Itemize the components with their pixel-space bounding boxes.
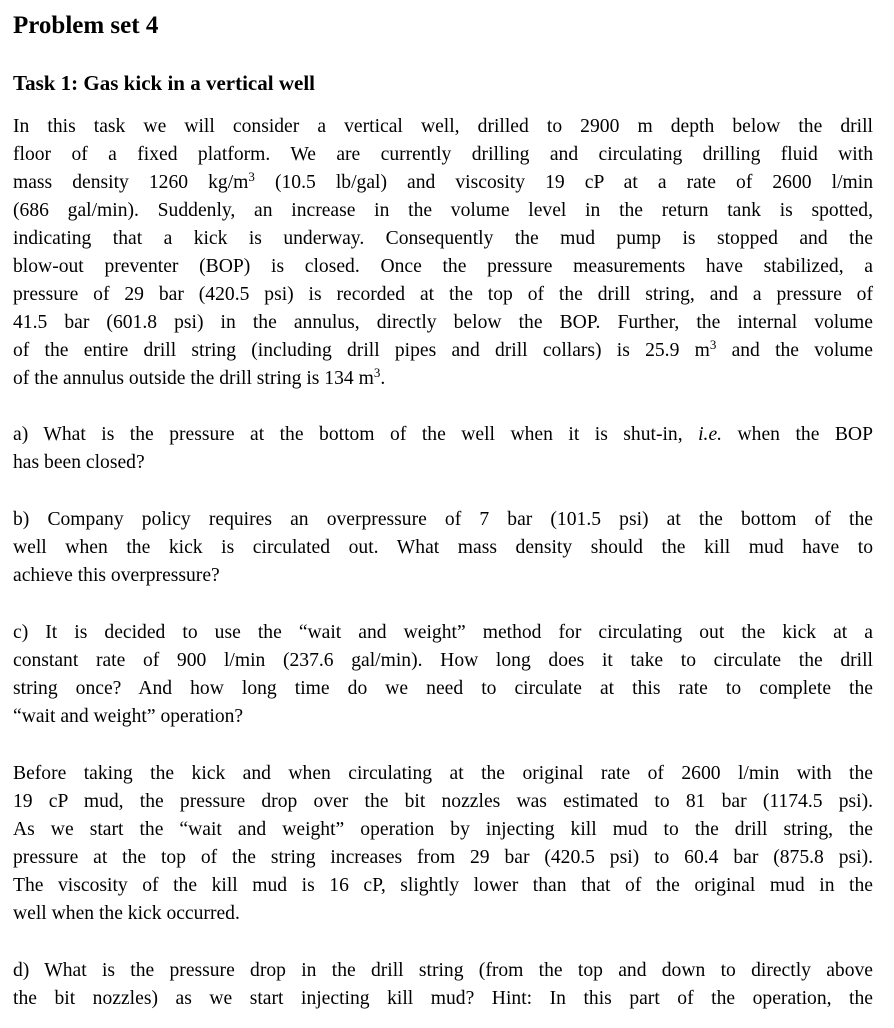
question-c [13,619,873,731]
question-b [13,506,873,590]
question-d [13,957,873,1013]
text-line: of the annulus outside the drill string is 134 $m^3$. [13,364,386,389]
question-a [13,421,873,477]
text-line: string once? And how long time do we need to circulate at this rate to complete the [13,678,873,699]
text-line: floor of a fixed platform. We are currently drilling and circulating drilling fluid with [13,144,873,165]
text-line: mass density 1260 $kg/m^3$ (10.5 lb/gal) and viscosity 19 cP at a rate of 2600 l/min [13,168,873,193]
text-line: well when the kick is circulated out. What mass density should the kill mud have to [13,537,873,558]
page-title: Problem set 4 [13,12,159,39]
text-line: c) It is decided to use the “wait and weight” method for circulating out the kick at a [13,622,873,643]
text-line: (686 gal/min). Suddenly, an increase in the volume level in the return tank is spotted, [13,200,873,221]
text-line: In this task we will consider a vertical well, drilled to 2900 m depth below the drill [13,116,873,137]
text-line: of the entire drill string (including drill pipes and drill collars) is 25.9 $m^3$ and the volume [13,336,873,361]
text-line: the bit nozzles) as we start injecting kill mud? Hint: In this part of the operation, the [13,988,873,1009]
text-line: has been closed? [13,452,145,473]
text-line: pressure at the top of the string increases from 29 bar (420.5 psi) to 60.4 bar (875.8 psi). [13,847,873,868]
text-line: constant rate of 900 l/min (237.6 gal/min). How long does it take to circulate the drill [13,650,873,671]
task-heading: Task 1: Gas kick in a vertical well [13,71,315,95]
text-line: As we start the “wait and weight” operation by injecting kill mud to the drill string, the [13,819,873,840]
text-line: pressure of 29 bar (420.5 psi) is recorded at the top of the drill string, and a pressure of [13,284,873,305]
text-line: “wait and weight” operation? [13,706,244,727]
intro-paragraph [13,113,873,393]
text-line: well when the kick occurred. [13,903,240,924]
text-line: The viscosity of the kill mud is 16 cP, slightly lower than that of the original mud in the [13,875,873,896]
text-line: b) Company policy requires an overpressure of 7 bar (101.5 psi) at the bottom of the [13,509,873,530]
text-line: 41.5 bar (601.8 psi) in the annulus, directly below the BOP. Further, the internal volume [13,312,873,333]
text-line: indicating that a kick is underway. Consequently the mud pump is stopped and the [13,228,873,249]
text-line: blow-out preventer (BOP) is closed. Once the pressure measurements have stabilized, a [13,256,873,277]
text-line: a) What is the pressure at the bottom of the well when it is shut-in, i.e. when the BOP [13,424,873,445]
context-paragraph [13,760,873,928]
text-line: achieve this overpressure? [13,565,220,586]
text-line: Before taking the kick and when circulating at the original rate of 2600 l/min with the [13,763,873,784]
text-line: 19 cP mud, the pressure drop over the bit nozzles was estimated to 81 bar (1174.5 psi). [13,791,873,812]
text-line: d) What is the pressure drop in the drill string (from the top and down to directly above [13,960,873,981]
